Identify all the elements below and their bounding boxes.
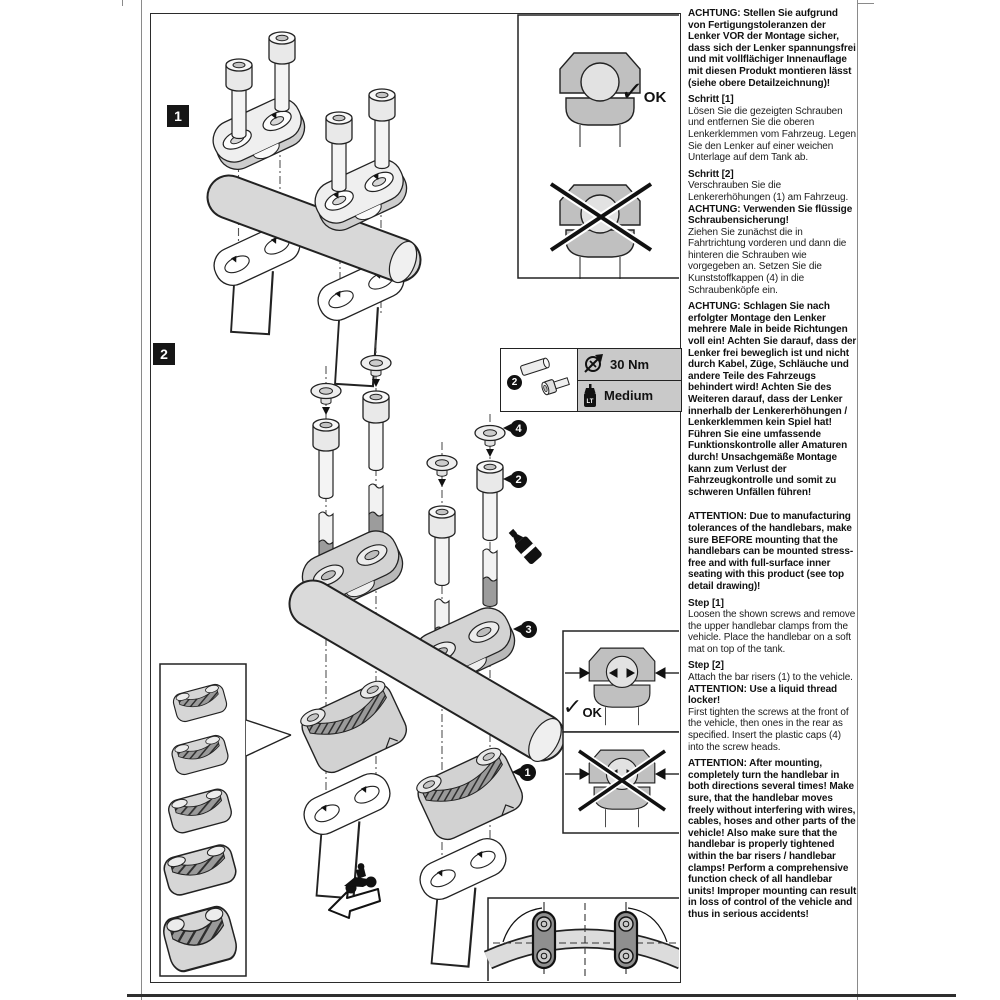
check-icon: ✓ xyxy=(619,77,645,107)
assembly-arrows xyxy=(322,379,494,487)
clamp-plate-right xyxy=(615,912,637,968)
en-step2-body1: Attach the bar risers (1) to the vehicle. xyxy=(688,672,853,684)
screw-shaft-locker-4 xyxy=(483,549,497,607)
en-step2-heading: Step [2] xyxy=(688,660,724,672)
page-left-rule xyxy=(141,0,142,1000)
thread-locker-row xyxy=(578,380,681,412)
ok-text: OK xyxy=(582,705,602,720)
stock-clamp-left xyxy=(207,92,312,176)
detail-box-seating xyxy=(518,15,679,279)
bar-riser-right xyxy=(412,744,527,844)
de-warning-final: ACHTUNG: Schlagen Sie nach erfolgter Montage den Lenker mehrere Male in beide Richtungen voll ein! Achten Sie darauf, dass der Lenker frei beweglich ist und nicht durch Kabel, Züge, Schläuche und andere Teile des Fahrzeugs behindert wird! Achten Sie des Weiteren darauf, dass der Lenker innerhalb der Lenkererhöhungen / Lenkerklemmen kein Spiel hat! Führen Sie eine umfassende Funktionskontrolle aller Amaturen durch! Unsachgemäße Montage kann zum Verlust der Fahrzeugkontrolle und somit zu schweren Unfällen führen! xyxy=(688,301,857,498)
torque-spec-box xyxy=(500,348,682,412)
riser-variants-box xyxy=(160,664,291,976)
plastic-cap-3 xyxy=(427,456,457,477)
torque-parts-cell xyxy=(501,349,578,411)
stock-screw-4 xyxy=(369,89,395,169)
figure-1-badge: 1 xyxy=(167,105,189,127)
check-icon: ✓ xyxy=(561,695,583,720)
thread-locker-grade: Medium xyxy=(604,388,654,404)
ok-label-seating xyxy=(621,79,666,105)
de-step1-body: Lösen Sie die gezeigten Schrauben und entfernen Sie die oberen Lenkerklemmen vom Fahrzeug. Legen Sie den Lenker auf einer weichen Unterlage auf dem Tank ab. xyxy=(688,105,856,164)
callout-part-4-cap: 4 xyxy=(510,420,527,437)
instructions-english xyxy=(688,511,858,920)
torque-wrench-icon xyxy=(582,353,604,375)
top-left-tick xyxy=(122,0,123,6)
de-step1-heading: Schritt [1] xyxy=(688,94,734,106)
en-step1-heading: Step [1] xyxy=(688,597,724,609)
bottle-label: LT xyxy=(586,398,594,405)
ok-label-gap xyxy=(563,697,602,719)
page-bottom-rule xyxy=(127,994,956,997)
diagram-panel xyxy=(150,13,681,983)
clamp-plate-left xyxy=(533,912,555,968)
callout-part-2-screw: 2 xyxy=(510,471,527,488)
en-step1-body: Loosen the shown screws and remove the upper handlebar clamps from the vehicle. Place the handlebar on a soft mat on top of the tank. xyxy=(688,609,856,655)
detail-box-alignment xyxy=(488,898,679,981)
diagram-art xyxy=(151,14,679,981)
torque-value: 30 Nm xyxy=(610,356,650,372)
top-right-tick xyxy=(857,3,874,4)
en-warning-final: ATTENTION: After mounting, completely turn the handlebar in both directions several times! Make sure, that the handlebar moves freely without interfering with wires, cables, hoses and other parts of the vehicle! Also make sure that the handlebar is properly tightened within the bar risers / handlebar clamps! Perform a comprehensive function check of all handlebar units! Improper mounting can result in loss of control of the vehicle and thus in serious accidents! xyxy=(688,758,857,920)
de-step2-body1: Verschrauben Sie die Lenkererhöhungen (1) am Fahrzeug. xyxy=(688,180,849,203)
detail-box-gap-wrong xyxy=(563,732,679,833)
figure-2-badge: 2 xyxy=(153,343,175,365)
figure-2-install-risers xyxy=(296,340,568,966)
ok-text: OK xyxy=(643,89,667,106)
de-warning-intro: ACHTUNG: Stellen Sie aufgrund von Fertigungstoleranzen der Lenker VOR der Montage sicher, dass sich der Lenker spannungsfrei und mit vollflächiger Innenauflage mit diesen Produkt montieren lässt (siehe obere Detailzeichnung)! xyxy=(688,8,856,89)
thread-locker-bottle-icon xyxy=(505,526,543,566)
instructions-column xyxy=(688,8,858,926)
plastic-cap-4 xyxy=(475,426,505,447)
riser-screw-1 xyxy=(313,419,339,499)
part-2-badge: 2 xyxy=(507,375,522,390)
de-step2-warning: ACHTUNG: Verwenden Sie flüssige Schraubensicherung! xyxy=(688,203,853,227)
de-step2-body2: Ziehen Sie zunächst die in Fahrtrichtung vorderen und dann die hinteren die Schrauben wie vorgegeben an. Setzen Sie die Kunststoffkappen (4) in die Schraubenköpfe ein. xyxy=(688,226,847,296)
callout-part-1-riser: 1 xyxy=(519,764,536,781)
de-step2-heading: Schritt [2] xyxy=(688,168,734,180)
en-step2-warning: ATTENTION: Use a liquid thread locker! xyxy=(688,683,838,707)
riser-screw-2 xyxy=(363,391,389,471)
figure-1-remove-clamps xyxy=(207,32,422,386)
riser-screw-3 xyxy=(429,506,455,586)
bar-riser-left xyxy=(296,677,411,777)
torque-values-cell xyxy=(578,349,681,411)
en-step2-body2: First tighten the screws at the front of the vehicle, then ones in the rear as specified. Insert the plastic caps (4) into the screw heads. xyxy=(688,706,849,753)
thread-locker-bottle-icon xyxy=(582,384,598,408)
instructions-german xyxy=(688,8,858,498)
callout-part-3-clamp: 3 xyxy=(520,621,537,638)
fork-clamp-left xyxy=(298,768,396,898)
plastic-cap-1 xyxy=(311,384,341,405)
en-warning-intro: ATTENTION: Due to manufacturing tolerances of the handlebars, make sure BEFORE mounting that the handlebars can be mounted stress-free and with full-surface inner seating with this product (see top detail drawing)! xyxy=(688,511,854,592)
riser-screw-4 xyxy=(477,461,503,541)
torque-row xyxy=(578,349,681,380)
